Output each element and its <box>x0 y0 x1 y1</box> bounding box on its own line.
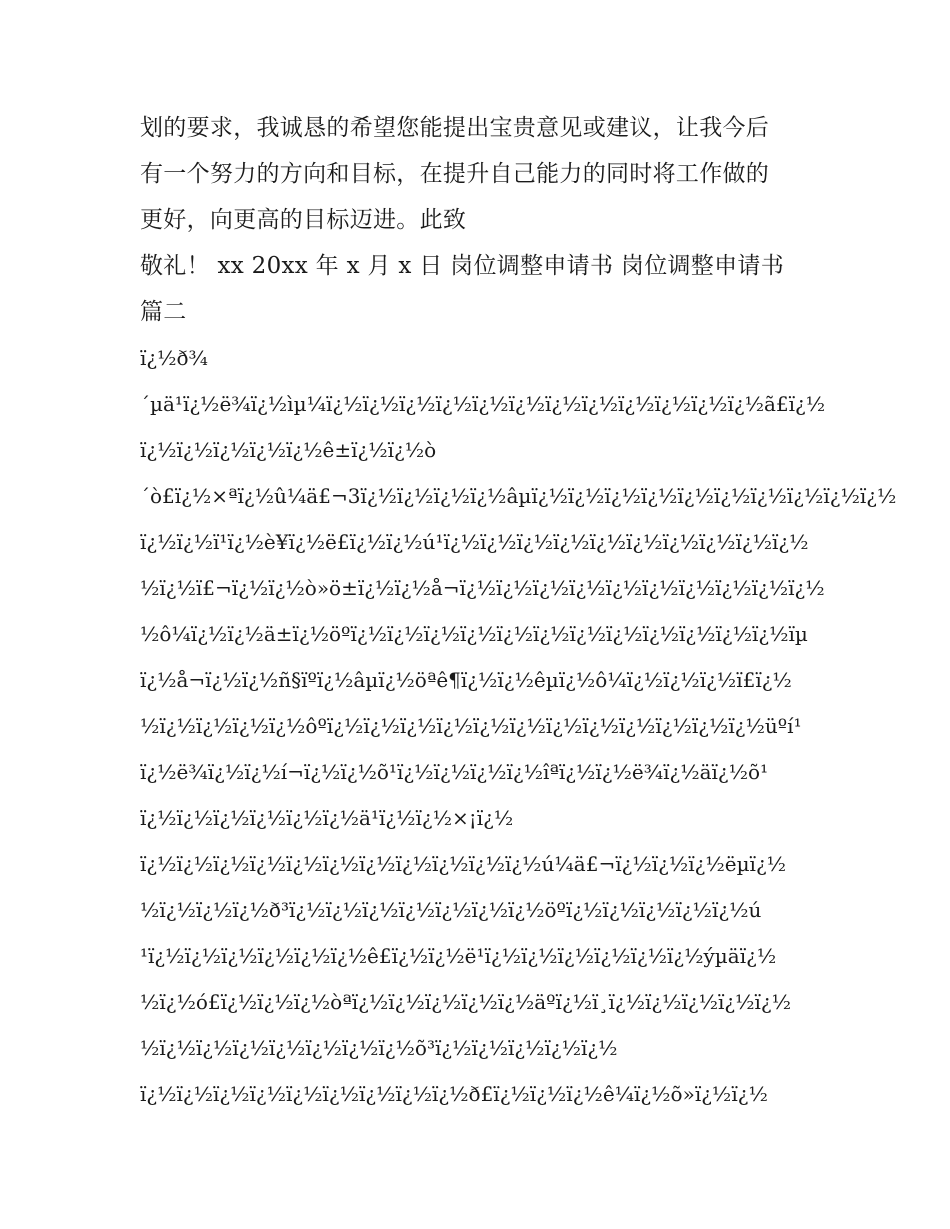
document-body <box>140 105 897 1117</box>
garbled-text-line: ½ï¿½ï¿½ï¿½ï¿½ï¿½ï¿½ï¿½õ³ï¿½ï¿½ï¿½ï¿½ï¿½ <box>140 1036 618 1060</box>
garbled-text-line: ï¿½ï¿½ï¹ï¿½è¥ï¿½ë£ï¿½ï¿½ú¹ï¿½ï¿½ï¿½ï¿½ï¿½ï¿½ï¿½ï¿½ï¿½ï¿½ <box>140 530 809 554</box>
garbled-text-line: ´ò£ï¿½×ªï¿½û¼ä£¬3ï¿½ï¿½ï¿½ï¿½âµï¿½ï¿½ï¿½ï¿½ï¿½ï¿½ï¿½ï¿½ï¿½ï¿½ <box>140 484 897 508</box>
garbled-text-line: ´µä¹ï¿½ë¾ï¿½ìµ¼ï¿½ï¿½ï¿½ï¿½ï¿½ï¿½ï¿½ï¿½ï¿½ï¿½ï¿½ï¿½ã£ï¿½ <box>140 392 826 416</box>
garbled-text-line: ï¿½å¬ï¿½ï¿½ñ§ïºï¿½âµï¿½öªê¶ï¿½ï¿½êµï¿½ô¼ï¿½ï¿½ï¿½ï£ï¿½ <box>140 668 792 692</box>
garbled-text-line: ï¿½ï¿½ï¿½ï¿½ï¿½ï¿½ï¿½ï¿½ï¿½ï¿½ï¿½ú¼ä£¬ï¿½ï¿½ï¿½ëµï¿½ <box>140 852 787 876</box>
section-heading: 篇二 <box>140 299 187 325</box>
text-line: 敬礼！ xx 20xx 年 x 月 x 日 岗位调整申请书 岗位调整申请书 <box>140 253 784 279</box>
garbled-text-line: ï¿½ï¿½ï¿½ï¿½ï¿½ï¿½ä¹ï¿½ï¿½×¡ï¿½ <box>140 806 514 830</box>
garbled-text-line: ï¿½ï¿½ï¿½ï¿½ï¿½ï¿½ï¿½ï¿½ï¿½ð£ï¿½ï¿½ï¿½ê¼ï¿½õ»ï¿½ï¿½ <box>140 1082 768 1106</box>
garbled-text-line: ï¿½ï¿½ï¿½ï¿½ï¿½ê±ï¿½ï¿½ò <box>140 438 437 462</box>
text-line: 更好，向更高的目标迈进。此致 <box>140 207 467 233</box>
garbled-text-line: ¹ï¿½ï¿½ï¿½ï¿½ï¿½ï¿½ê£ï¿½ï¿½ë¹ï¿½ï¿½ï¿½ï¿½ï¿½ï¿½ýµäï¿½ <box>140 944 777 968</box>
garbled-text-line: ½ï¿½ï¿½ï¿½ï¿½ôºï¿½ï¿½ï¿½ï¿½ï¿½ï¿½ï¿½ï¿½ï¿½ï¿½ï¿½ï¿½üºí¹ <box>140 714 802 738</box>
garbled-text-line: ½ï¿½ï£¬ï¿½ï¿½ò»ö±ï¿½ï¿½å¬ï¿½ï¿½ï¿½ï¿½ï¿½ï¿½ï¿½ï¿½ï¿½ï¿½ <box>140 576 825 600</box>
garbled-text-line: ½ï¿½ó£ï¿½ï¿½ï¿½òªï¿½ï¿½ï¿½ï¿½ï¿½äºï¿½ï¸ï¿½ï¿½ï¿½ï¿½ï¿½ <box>140 990 791 1014</box>
text-line: 划的要求，我诚恳的希望您能提出宝贵意见或建议，让我今后 <box>140 115 770 141</box>
garbled-text-line: ½ô¼ï¿½ï¿½ä±ï¿½öºï¿½ï¿½ï¿½ï¿½ï¿½ï¿½ï¿½ï¿½ï¿½ï¿½ï¿½ï¿½ïµ <box>140 622 808 646</box>
garbled-text-line: ï¿½ë¾ï¿½ï¿½í¬ï¿½ï¿½õ¹ï¿½ï¿½ï¿½ï¿½îªï¿½ï¿½ë¾ï¿½äï¿½õ¹ <box>140 760 769 784</box>
garbled-text-line: ï¿½ð¾ <box>140 346 208 370</box>
garbled-text-line: ½ï¿½ï¿½ï¿½ð³ï¿½ï¿½ï¿½ï¿½ï¿½ï¿½ï¿½öºï¿½ï¿½ï¿½ï¿½ï¿½ú <box>140 898 762 922</box>
text-line: 有一个努力的方向和目标，在提升自己能力的同时将工作做的 <box>140 161 770 187</box>
